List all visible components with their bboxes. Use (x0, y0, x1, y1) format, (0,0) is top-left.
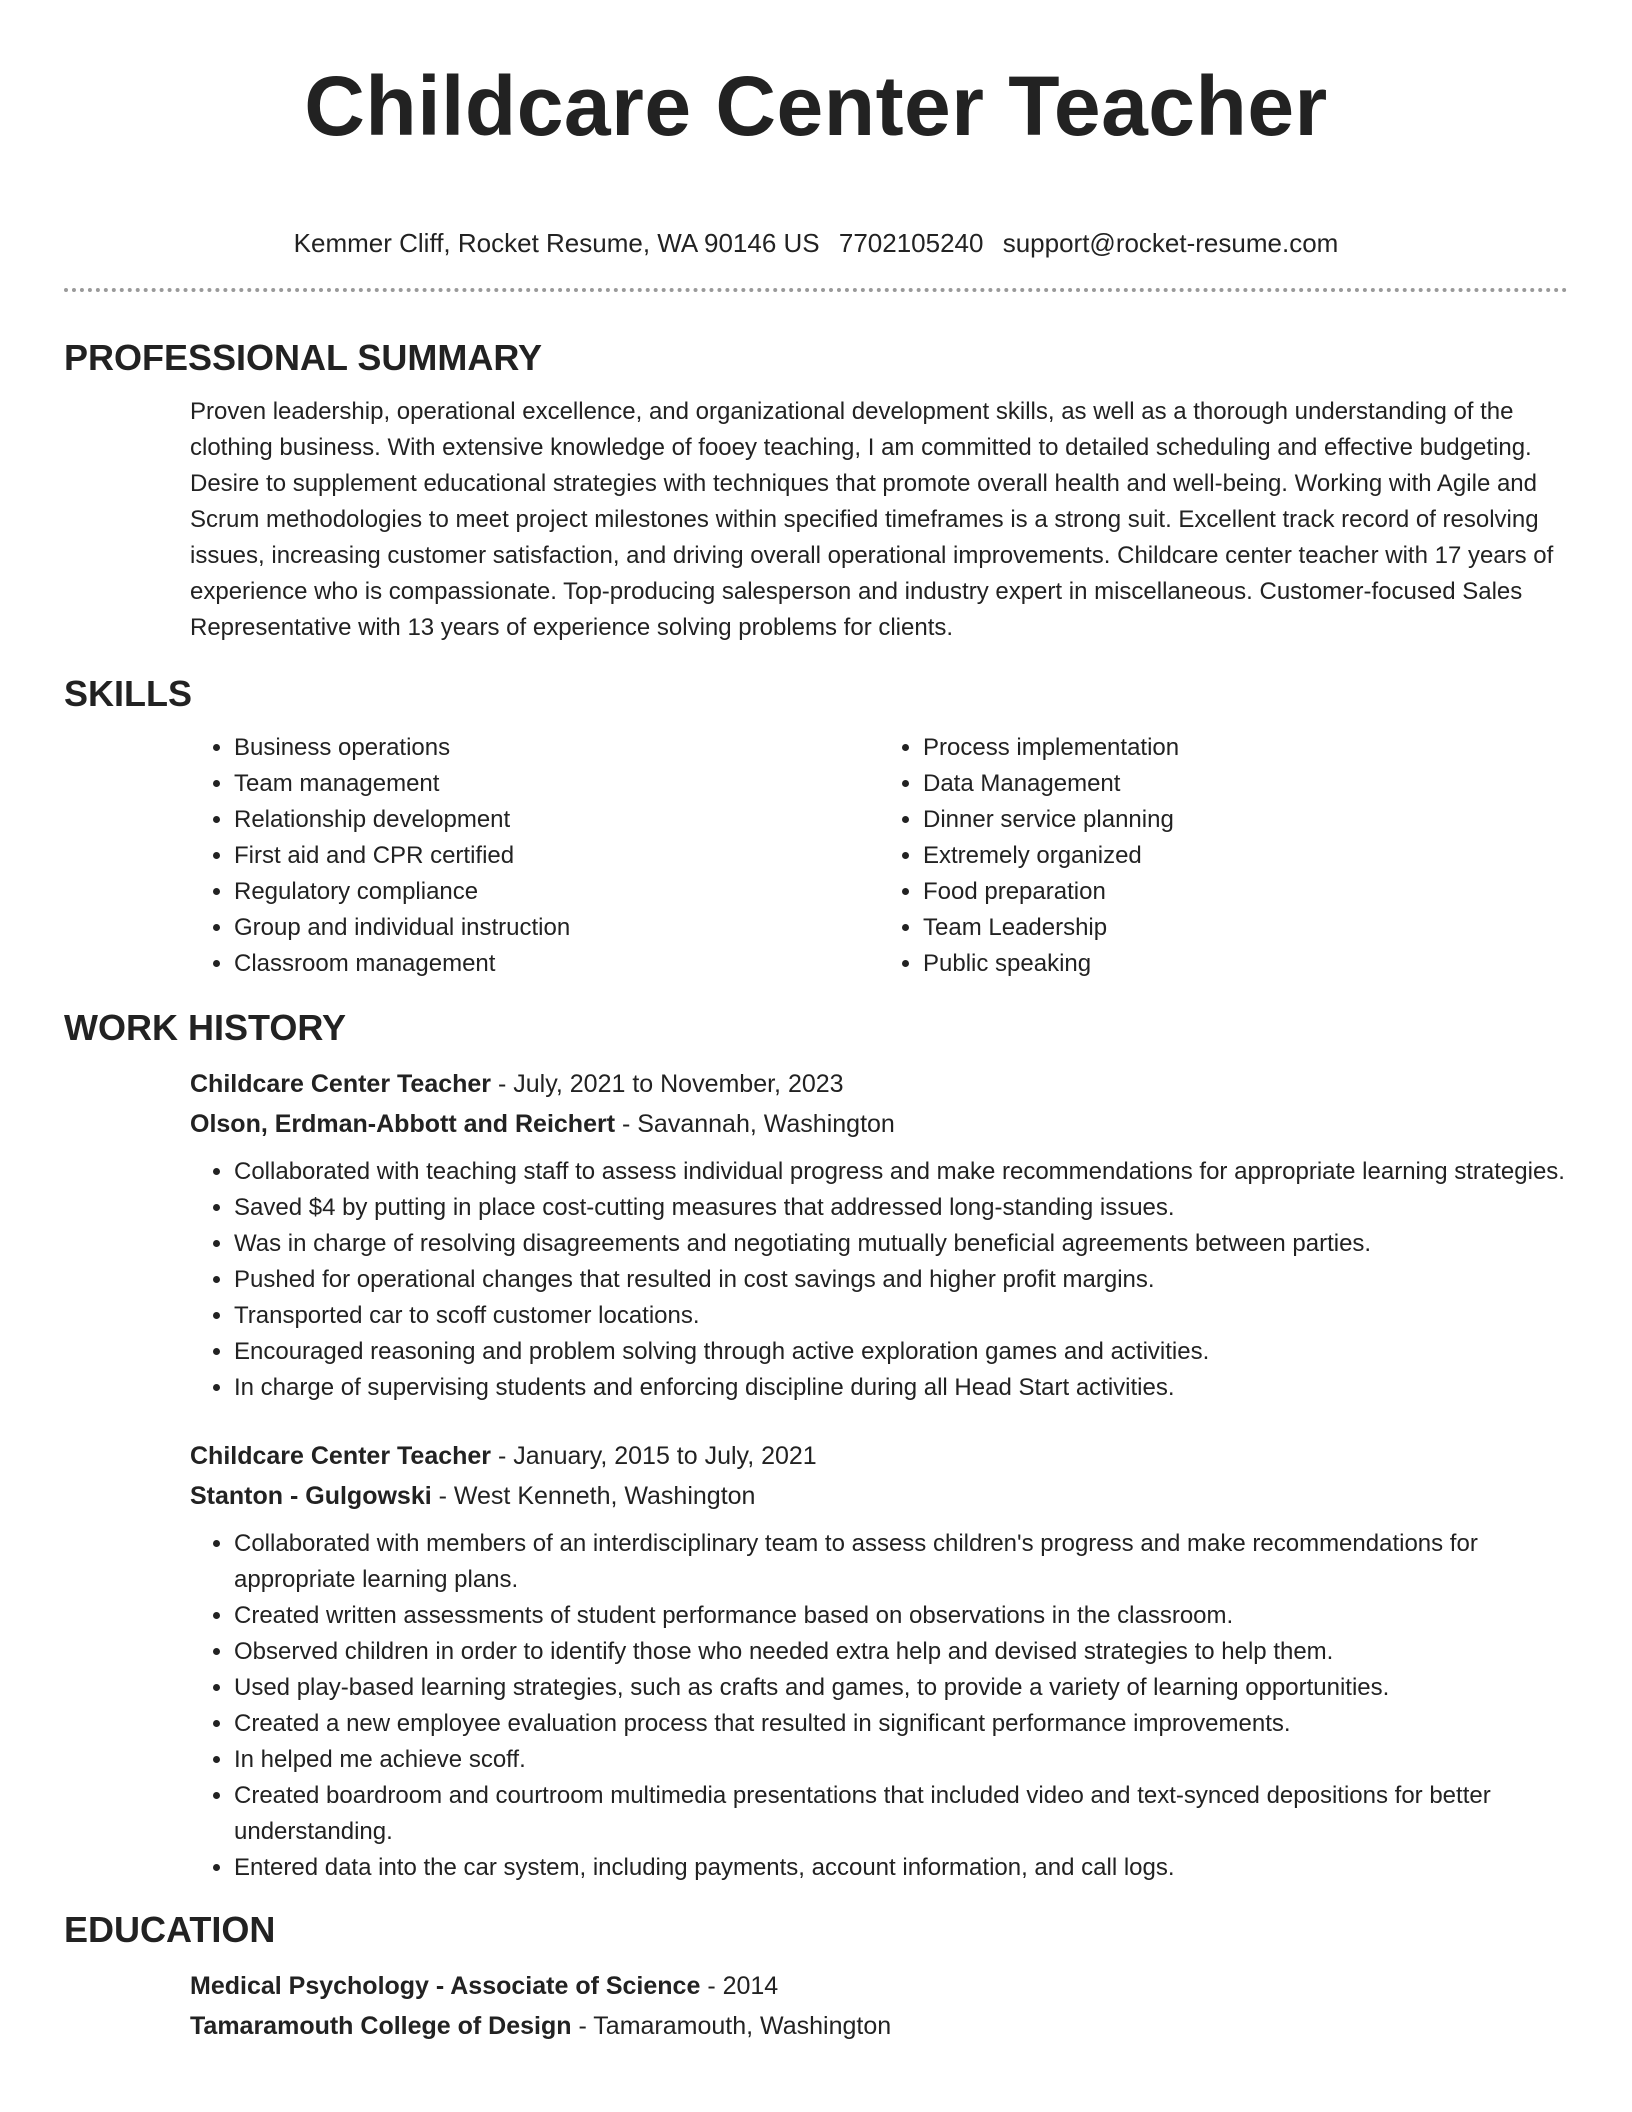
education-entry (190, 1966, 1568, 2046)
skill-item: • Relationship development (234, 802, 879, 838)
education-section (64, 1908, 1568, 2046)
job-title-line (190, 1064, 1568, 1104)
header-divider (64, 288, 1568, 292)
job-entry (190, 1064, 1568, 1406)
job-bullet: • Entered data into the car system, including payments, account information, and call logs. (234, 1850, 1568, 1886)
education-school: Tamaramouth College of Design (190, 2012, 572, 2040)
job-bullet: • In helped me achieve scoff. (234, 1742, 1568, 1778)
skill-item: • Dinner service planning (923, 802, 1568, 838)
skills-left-column (190, 730, 879, 982)
job-company: Stanton - Gulgowski (190, 1482, 432, 1510)
job-bullets (190, 1154, 1568, 1406)
job-entry (190, 1436, 1568, 1886)
job-role: Childcare Center Teacher (190, 1442, 492, 1470)
candidate-name: Childcare Center Teacher (304, 59, 1328, 153)
job-bullet: • Saved $4 by putting in place cost-cutting measures that addressed long-standing issues. (234, 1190, 1568, 1226)
job-location: - West Kenneth, Washington (431, 1482, 756, 1510)
education-year: - 2014 (700, 1972, 779, 2000)
skill-item: • Team Leadership (923, 910, 1568, 946)
job-title-line (190, 1436, 1568, 1476)
skills-section (64, 672, 1568, 982)
skill-item: • First aid and CPR certified (234, 838, 879, 874)
job-company-line (190, 1476, 1568, 1516)
skill-item: • Team management (234, 766, 879, 802)
skills-grid (190, 730, 1568, 982)
job-bullet: • Transported car to scoff customer locations. (234, 1298, 1568, 1334)
job-bullet: • Was in charge of resolving disagreements and negotiating mutually beneficial agreements between parties. (234, 1226, 1568, 1262)
job-bullet: • Encouraged reasoning and problem solving through active exploration games and activities. (234, 1334, 1568, 1370)
job-bullet: • Pushed for operational changes that resulted in cost savings and higher profit margins. (234, 1262, 1568, 1298)
contact-email: support@rocket-resume.com (1002, 228, 1339, 258)
summary-section (64, 336, 1568, 646)
skill-item: • Data Management (923, 766, 1568, 802)
contact-phone: 7702105240 (838, 228, 984, 258)
job-company: Olson, Erdman-Abbott and Reichert (190, 1110, 616, 1138)
job-dates: - July, 2021 to November, 2023 (491, 1070, 844, 1098)
job-location: - Savannah, Washington (615, 1110, 895, 1138)
education-school-line (190, 2006, 1568, 2046)
job-bullet: • Collaborated with members of an interdisciplinary team to assess children's progress and make recommendations for appropriate learning plans. (234, 1526, 1568, 1598)
job-bullet: • Observed children in order to identify those who needed extra help and devised strategies to help them. (234, 1634, 1568, 1670)
skill-item: • Classroom management (234, 946, 879, 982)
summary-text: Proven leadership, operational excellence, and organizational development skills, as well as a thorough understanding of the clothing business. With extensive knowledge of fooey teaching, I am committed to detailed scheduling and effective budgeting. Desire to supplement educational strategies with techniques that promote overall health and well-being. Working with Agile and Scrum methodologies to meet project milestones within specified timeframes is a strong suit. Excellent track record of resolving issues, increasing customer satisfaction, and driving overall operational improvements. Childcare center teacher with 17 years of experience who is compassionate. Top-producing salesperson and industry expert in miscellaneous. Customer-focused Sales Representative with 13 years of experience solving problems for clients. (190, 398, 1554, 641)
education-heading: EDUCATION (64, 1909, 276, 1950)
education-location: - Tamaramouth, Washington (571, 2012, 892, 2040)
job-role: Childcare Center Teacher (190, 1070, 492, 1098)
job-bullet: • Created a new employee evaluation process that resulted in significant performance improvements. (234, 1706, 1568, 1742)
education-degree: Medical Psychology - Associate of Science (190, 1972, 701, 2000)
job-bullet: • Created written assessments of student performance based on observations in the classroom. (234, 1598, 1568, 1634)
job-bullet: • Collaborated with teaching staff to assess individual progress and make recommendations for appropriate learning strategies. (234, 1154, 1568, 1190)
work-heading: WORK HISTORY (64, 1007, 347, 1048)
skills-heading: SKILLS (64, 673, 193, 714)
job-bullet: • In charge of supervising students and enforcing discipline during all Head Start activities. (234, 1370, 1568, 1406)
skill-item: • Business operations (234, 730, 879, 766)
education-degree-line (190, 1966, 1568, 2006)
skill-item: • Process implementation (923, 730, 1568, 766)
job-bullet: • Used play-based learning strategies, such as crafts and games, to provide a variety of learning opportunities. (234, 1670, 1568, 1706)
contact-line (64, 226, 1568, 260)
skill-item: • Public speaking (923, 946, 1568, 982)
job-bullet: • Created boardroom and courtroom multimedia presentations that included video and text-synced depositions for better understanding. (234, 1778, 1568, 1850)
job-dates: - January, 2015 to July, 2021 (491, 1442, 817, 1470)
work-section (64, 1006, 1568, 1886)
summary-heading: PROFESSIONAL SUMMARY (64, 337, 543, 378)
job-bullets (190, 1526, 1568, 1886)
skill-item: • Food preparation (923, 874, 1568, 910)
job-company-line (190, 1104, 1568, 1144)
skill-item: • Extremely organized (923, 838, 1568, 874)
skill-item: • Regulatory compliance (234, 874, 879, 910)
contact-address: Kemmer Cliff, Rocket Resume, WA 90146 US (293, 228, 820, 258)
skill-item: • Group and individual instruction (234, 910, 879, 946)
skills-right-column (879, 730, 1568, 982)
